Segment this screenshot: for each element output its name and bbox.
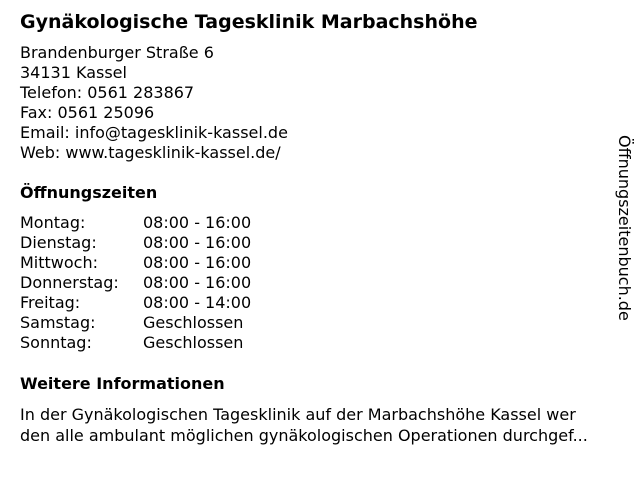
opening-hours-heading: Öffnungszeiten (20, 183, 158, 202)
hours-time: Geschlossen (143, 313, 244, 332)
contact-block (20, 43, 288, 163)
city: 34131 Kassel (20, 63, 127, 82)
watermark: Öffnungszeitenbuch.de (615, 135, 634, 321)
hours-time: 08:00 - 14:00 (143, 293, 252, 312)
more-info-line: den alle ambulant möglichen gynäkologischen Operationen durchgef... (20, 426, 588, 445)
phone-number: Telefon: 0561 283867 (20, 83, 195, 102)
hours-day: Dienstag: (20, 233, 97, 252)
hours-time: 08:00 - 16:00 (143, 233, 252, 252)
hours-time: Geschlossen (143, 333, 244, 352)
more-info-text (20, 404, 630, 446)
hours-time: 08:00 - 16:00 (143, 213, 252, 232)
more-info-line: In der Gynäkologischen Tagesklinik auf der Marbachshöhe Kassel wer (20, 405, 576, 424)
hours-day: Freitag: (20, 293, 81, 312)
hours-day: Mittwoch: (20, 253, 98, 272)
hours-time: 08:00 - 16:00 (143, 253, 252, 272)
clinic-name: Gynäkologische Tagesklinik Marbachshöhe (20, 11, 478, 33)
street-address: Brandenburger Straße 6 (20, 43, 214, 62)
hours-day: Samstag: (20, 313, 96, 332)
website: Web: www.tagesklinik-kassel.de/ (20, 143, 281, 162)
hours-day: Montag: (20, 213, 86, 232)
hours-time: 08:00 - 16:00 (143, 273, 252, 292)
more-info-heading: Weitere Informationen (20, 374, 225, 393)
hours-day: Donnerstag: (20, 273, 119, 292)
email-address: Email: info@tagesklinik-kassel.de (20, 123, 288, 142)
fax-number: Fax: 0561 25096 (20, 103, 155, 122)
hours-day: Sonntag: (20, 333, 92, 352)
